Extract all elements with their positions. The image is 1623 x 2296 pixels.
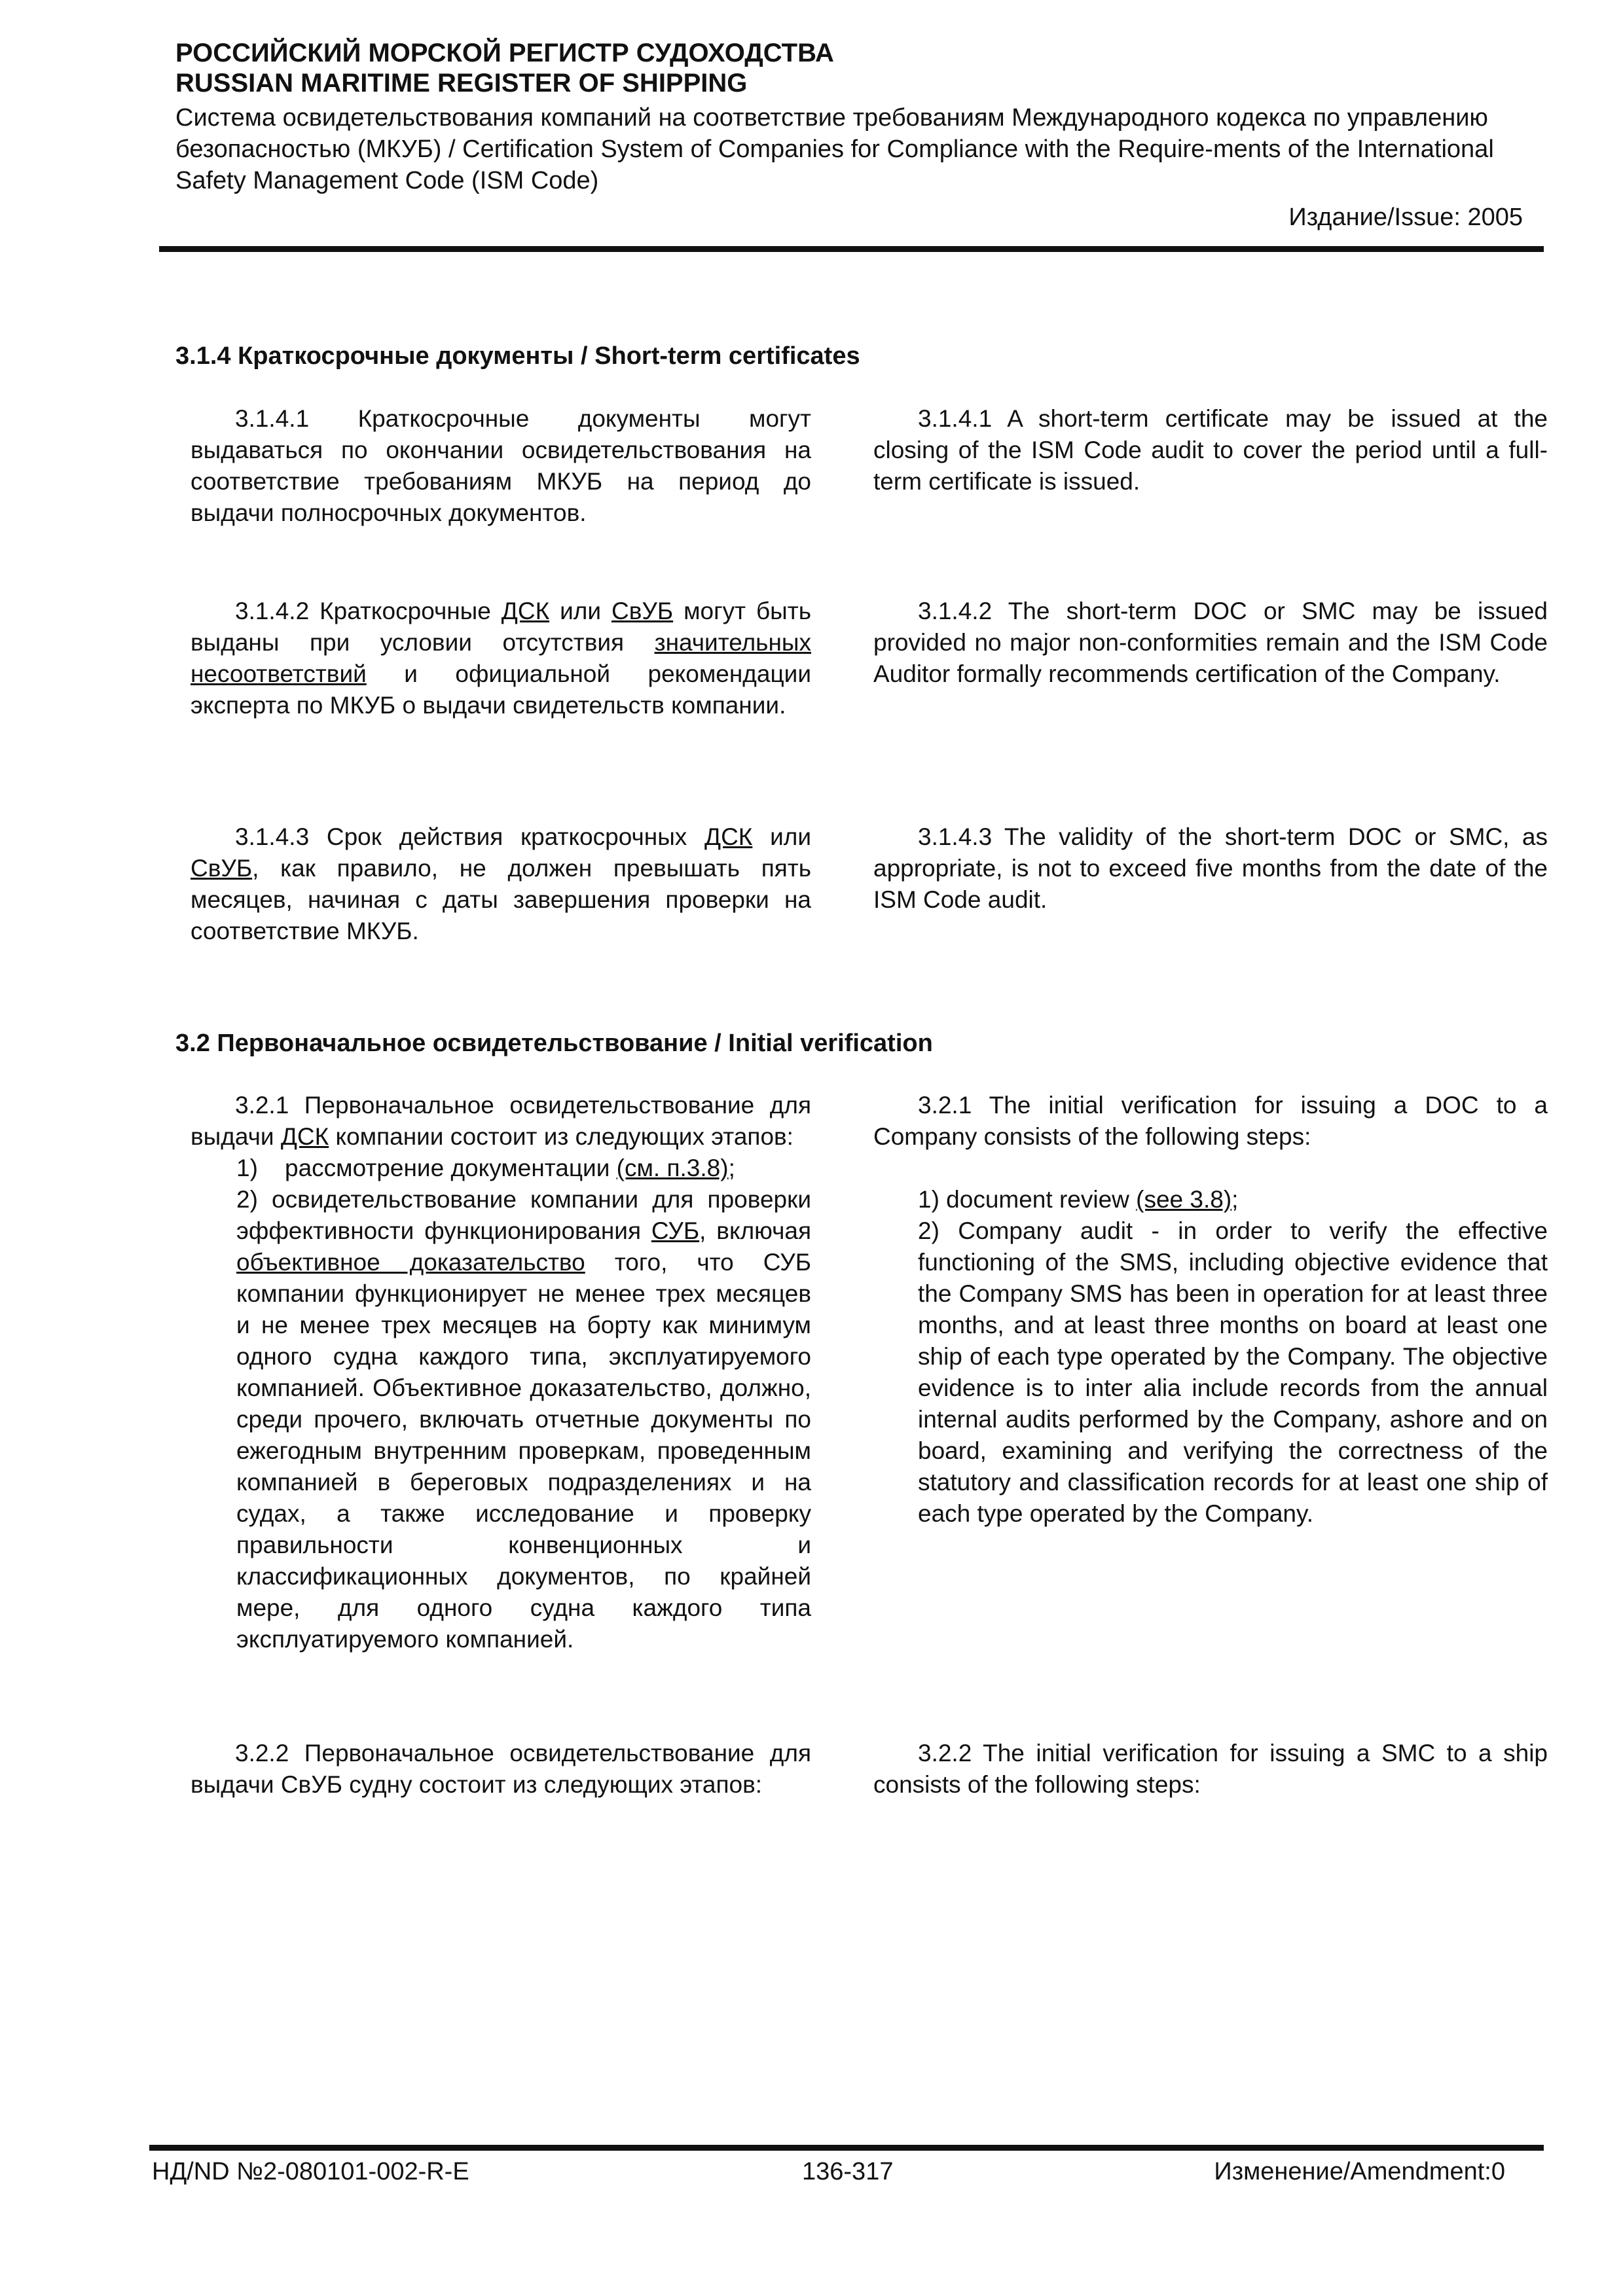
ref-link-3-8[interactable]: (see 3.8) <box>1136 1186 1232 1213</box>
term-link-smc[interactable]: СвУБ <box>611 598 674 624</box>
text-run: и официальной рекомендации эксперта по МКУБ о выдачи свидетельств компании. <box>191 660 811 719</box>
paragraph-3-2-1-ru <box>191 1090 811 1655</box>
org-name-ru: РОССИЙСКИЙ МОРСКОЙ РЕГИСТР СУДОХОДСТВА <box>175 39 834 67</box>
term-link-doc[interactable]: ДСК <box>280 1123 329 1150</box>
steps-list <box>236 1153 811 1655</box>
item-number: 1) <box>236 1155 258 1181</box>
ref-link-3-8[interactable]: (см. п.3.8) <box>616 1155 729 1181</box>
paragraph-text <box>191 1090 811 1153</box>
paragraph-text <box>191 821 811 947</box>
issue-label: Издание/Issue: 2005 <box>1288 204 1523 231</box>
footer-amendment: Изменение/Amendment:0 <box>1214 2158 1505 2185</box>
text-run: , включая <box>699 1217 811 1244</box>
text-run: 3.2.1 Первоначальное освидетельствование для выдачи <box>191 1092 811 1150</box>
footer-page-number: 136-317 <box>802 2158 894 2185</box>
paragraph-3-1-4-1-ru <box>191 403 811 529</box>
text-run: рассмотрение документации <box>285 1155 617 1181</box>
footer-doc-number: НД/ND №2-080101-002-R-E <box>152 2158 469 2185</box>
section-heading-3-1-4: 3.1.4 Краткосрочные документы / Short-term certificates <box>175 342 860 370</box>
text-run: или <box>549 598 611 624</box>
spacer <box>873 1153 1548 1184</box>
paragraph-3-1-4-3-en <box>873 821 1548 916</box>
paragraph-text <box>191 596 811 721</box>
footer-divider <box>149 2145 1544 2151</box>
term-link-doc[interactable]: ДСК <box>501 598 550 624</box>
header-divider <box>159 246 1544 252</box>
term-link-objective-evidence[interactable]: объективное доказательство <box>236 1249 585 1276</box>
paragraph-3-2-1-en <box>873 1090 1548 1530</box>
paragraph-3-1-4-3-ru <box>191 821 811 947</box>
text-run: 3.1.4.3 Срок действия краткосрочных <box>235 823 705 850</box>
text-run: 1) document review <box>918 1186 1137 1213</box>
text-run: компании состоит из следующих этапов: <box>329 1123 793 1150</box>
term-link-sms[interactable]: СУБ <box>651 1217 700 1244</box>
paragraph-text: 3.2.1 The initial verification for issuing a DOC to a Company consists of the following steps: <box>873 1092 1548 1150</box>
paragraph-text: 3.1.4.1 Краткосрочные документы могут выдаваться по окончании освидетельствования на соответствие требованиям МКУБ на период до выдачи полносрочных документов. <box>191 405 811 526</box>
page-header <box>175 38 1523 233</box>
org-name-en: RUSSIAN MARITIME REGISTER OF SHIPPING <box>175 69 748 98</box>
paragraph-3-1-4-2-ru <box>191 596 811 721</box>
text-run: 2) освидетельствование компании для проверки эффективности функционирования <box>236 1186 811 1244</box>
steps-list <box>918 1184 1548 1530</box>
section-heading-3-2: 3.2 Первоначальное освидетельствование / Initial verification <box>175 1030 933 1057</box>
list-item <box>236 1184 811 1655</box>
paragraph-3-1-4-1-en <box>873 403 1548 497</box>
paragraph-text: 3.1.4.1 A short-term certificate may be issued at the closing of the ISM Code audit to cover the period until a full-term certificate is issued. <box>873 405 1548 495</box>
paragraph-3-1-4-2-en <box>873 596 1548 690</box>
paragraph-text: 3.1.4.3 The validity of the short-term DOC or SMC, as appropriate, is not to exceed five months from the date of the ISM Code audit. <box>873 823 1548 913</box>
text-run: ; <box>1231 1186 1239 1213</box>
text-run: ; <box>728 1155 735 1181</box>
document-description: Система освидетельствования компаний на соответствие требованиям Международного кодекса по управлению безопасностью (МКУБ) / Certification System of Companies for Compliance with the Require-ments of the International Safety Management Code (ISM Code) <box>175 104 1494 194</box>
paragraph-3-2-2-en <box>873 1738 1548 1801</box>
list-item: 2) Company audit - in order to verify the effective functioning of the SMS, including objective evidence that the Company SMS has been in operation for at least three months, and at least three months on board at least one ship of each type operated by the Company. The objective evidence is to inter alia include records from the annual internal audits performed by the Company, ashore and on board, examining and verifying the correctness of the statutory and classification records for at least one ship of each type operated by the Company. <box>918 1217 1548 1527</box>
list-item <box>918 1184 1548 1215</box>
text-run: того, что СУБ компании функционирует не менее трех месяцев и не менее трех месяцев на борту как минимум одного судна каждого типа, эксплуатируемого компанией. Объективное доказательство, должно, среди прочего, включать отчетные документы по ежегодным внутренним проверкам, проведенным компанией в береговых подразделениях и на судах, а также исследование и проверку правильности конвенционных и классификационных документов, по крайней мере, для одного судна каждого типа эксплуатируемого компанией. <box>236 1249 811 1653</box>
term-link-doc[interactable]: ДСК <box>704 823 753 850</box>
list-item <box>236 1153 811 1184</box>
paragraph-text: 3.1.4.2 The short-term DOC or SMC may be issued provided no major non-conformities remain and the ISM Code Auditor formally recommends certification of the Company. <box>873 598 1548 687</box>
paragraph-text: 3.2.2 Первоначальное освидетельствование для выдачи СвУБ судну состоит из следующих этапов: <box>191 1740 811 1798</box>
paragraph-text: 3.2.2 The initial verification for issuing a SMC to a ship consists of the following steps: <box>873 1740 1548 1798</box>
paragraph-3-2-2-ru <box>191 1738 811 1801</box>
text-run: , как правило, не должен превышать пять месяцев, начиная с даты завершения проверки на соответствие МКУБ. <box>191 855 811 944</box>
text-run: могут быть выданы при условии отсутствия <box>191 598 811 656</box>
term-link-major-nc[interactable]: значительных несоответствий <box>191 629 811 687</box>
text-run: или <box>752 823 811 850</box>
term-link-smc[interactable]: СвУБ <box>191 855 253 882</box>
text-run: 3.1.4.2 Краткосрочные <box>235 598 501 624</box>
